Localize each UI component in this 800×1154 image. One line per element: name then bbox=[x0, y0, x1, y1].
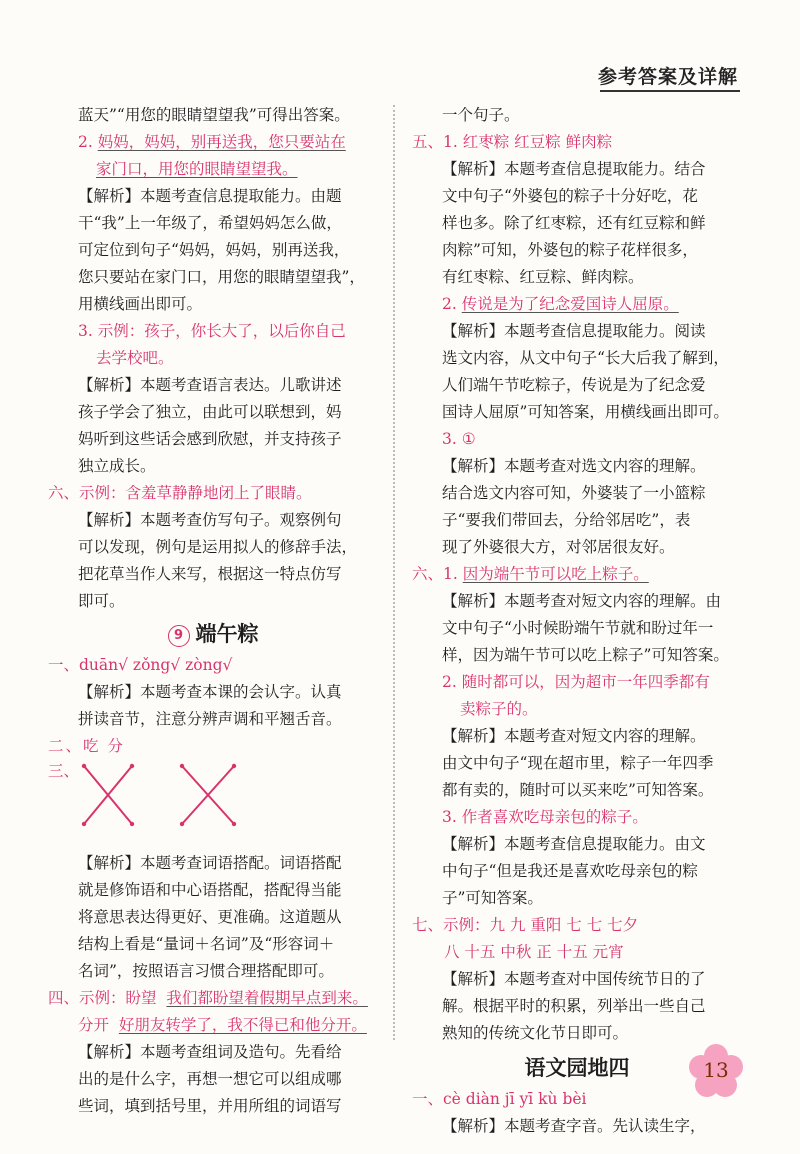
analysis-line: 子”可知答案。 bbox=[442, 889, 543, 907]
answer-6-3: 3. 作者喜欢吃母亲包的粽子。 bbox=[442, 808, 648, 826]
analysis-line: 子“要我们带回去，分给邻居吃”，表 bbox=[442, 511, 691, 529]
analysis-line: 可定位到句子“妈妈，妈妈，别再送我， bbox=[78, 241, 350, 259]
analysis-line: 【解析】本题考查信息提取能力。阅读 bbox=[442, 322, 706, 340]
analysis-line: 【解析】本题考查信息提取能力。由题 bbox=[78, 187, 342, 205]
pinyin-answer: 一、cè diàn jī yī kù bèi bbox=[412, 1090, 587, 1108]
analysis-line: 【解析】本题考查对短文内容的理解。 bbox=[442, 727, 706, 745]
analysis-line: 【解析】本题考查对选文内容的理解。 bbox=[442, 457, 706, 475]
analysis-line: 些词，填到括号里，并用所组的词语写 bbox=[78, 1097, 342, 1115]
lesson-number: 9 bbox=[168, 625, 190, 647]
right-column bbox=[412, 102, 742, 1140]
page-number: 13 bbox=[703, 1058, 729, 1082]
analysis-line: 文中句子“小时候盼端午节就和盼过年一 bbox=[442, 619, 714, 637]
header-rule bbox=[600, 90, 740, 92]
underlined-answer: 家门口，用您的眼睛望望我。 bbox=[96, 160, 298, 178]
section-six-answer: 六、示例：含羞草静静地闭上了眼睛。 bbox=[48, 484, 312, 502]
answer-5-3: 3. ① bbox=[442, 430, 476, 448]
analysis-line: 国诗人屈原”可知答案，用横线画出即可。 bbox=[442, 403, 729, 421]
analysis-line: 【解析】本题考查对短文内容的理解。由 bbox=[442, 592, 722, 610]
underlined-answer: 因为端午节可以吃上粽子。 bbox=[462, 565, 649, 583]
analysis-line: 拼读音节，注意分辨声调和平翘舌音。 bbox=[78, 710, 342, 728]
pinyin-answer: 一、duān√ zǒng√ zòng√ bbox=[48, 656, 233, 674]
analysis-line: 孩子学会了独立，由此可以联想到，妈 bbox=[78, 403, 342, 421]
analysis-line: 结合选文内容可知，外婆装了一小篮粽 bbox=[442, 484, 706, 502]
analysis-line: 即可。 bbox=[78, 592, 125, 610]
header-title: 参考答案及详解 bbox=[597, 66, 738, 88]
column-divider bbox=[393, 105, 395, 1040]
analysis-line: 【解析】本题考查语言表达。儿歌讲述 bbox=[78, 376, 342, 394]
analysis-line: 【解析】本题考查组词及造句。先看给 bbox=[78, 1043, 342, 1061]
word: 盼望 bbox=[125, 989, 157, 1007]
answer-2-cont bbox=[48, 156, 378, 183]
analysis-line: 名词”，按照语言习惯合理搭配即可。 bbox=[78, 962, 334, 980]
analysis-line: 【解析】本题考查仿写句子。观察例句 bbox=[78, 511, 342, 529]
analysis-line: 【解析】本题考查词语搭配。词语搭配 bbox=[78, 854, 342, 872]
analysis-line: 肉粽”可知，外婆包的粽子花样很多， bbox=[442, 241, 698, 259]
section-seven-answer: 七、示例：九 九 重阳 七 七 七夕 bbox=[412, 916, 639, 934]
section-four-answer-2 bbox=[48, 1012, 378, 1039]
analysis-line: 您只要站在家门口，用您的眼睛望望我”， bbox=[78, 268, 365, 286]
analysis-line: 【解析】本题考查对中国传统节日的了 bbox=[442, 970, 706, 988]
example-sentence: 我们都盼望着假期早点到来。 bbox=[166, 989, 368, 1007]
analysis-line: 【解析】本题考查本课的会认字。认真 bbox=[78, 683, 342, 701]
analysis-line: 由文中句子“现在超市里，粽子一年四季 bbox=[442, 754, 714, 772]
analysis-line: 就是修饰语和中心语搭配，搭配得当能 bbox=[78, 881, 342, 899]
analysis-line: 妈听到这些话会感到欣慰，并支持孩子 bbox=[78, 430, 342, 448]
section-three-label: 三、 bbox=[48, 762, 80, 780]
section-five-answer: 五、1. 红枣粽 红豆粽 鲜肉粽 bbox=[412, 133, 613, 151]
word: 分开 bbox=[78, 1016, 110, 1034]
analysis-line: 样，因为端午节可以吃上粽子”可知答案。 bbox=[442, 646, 729, 664]
analysis-line: 把花草当作人来写，根据这一特点仿写 bbox=[78, 565, 342, 583]
answer-number: 2. bbox=[442, 295, 457, 313]
analysis-line: 样也多。除了红枣粽，还有红豆粽和鲜 bbox=[442, 214, 706, 232]
section-four-answer bbox=[48, 985, 378, 1012]
analysis-line: 人们端午节吃粽子，传说是为了纪念爱 bbox=[442, 376, 706, 394]
analysis-line: 【解析】本题考查信息提取能力。结合 bbox=[442, 160, 706, 178]
answer-6-2: 2. 随时都可以，因为超市一年四季都有 bbox=[442, 673, 710, 691]
analysis-line: 熟知的传统文化节日即可。 bbox=[442, 1024, 629, 1042]
matching-lines bbox=[48, 760, 378, 850]
analysis-line: 选文内容，从文中句子“长大后我了解到， bbox=[442, 349, 729, 367]
analysis-line: 独立成长。 bbox=[78, 457, 156, 475]
analysis-line: 用横线画出即可。 bbox=[78, 295, 203, 313]
section-four-label: 四、示例： bbox=[48, 989, 126, 1007]
analysis-line: 有红枣粽、红豆粽、鲜肉粽。 bbox=[442, 268, 644, 286]
matching-diagram bbox=[48, 760, 378, 850]
section-two-answer: 二、吃 分 bbox=[48, 737, 125, 755]
section-seven-answer-2: 八 十五 中秋 正 十五 元宵 bbox=[444, 943, 624, 961]
analysis-line: 可以发现，例句是运用拟人的修辞手法， bbox=[78, 538, 358, 556]
section-heading: 语文园地四 bbox=[524, 1056, 630, 1080]
answer-2 bbox=[48, 129, 378, 156]
analysis-line: 【解析】本题考查信息提取能力。由文 bbox=[442, 835, 706, 853]
analysis-line: 出的是什么字，再想一想它可以组成哪 bbox=[78, 1070, 342, 1088]
answer-3: 3. 示例：孩子，你长大了，以后你自己 bbox=[78, 322, 346, 340]
left-column bbox=[48, 102, 378, 1120]
section-six-answer bbox=[412, 561, 742, 588]
analysis-line: 解。根据平时的积累，列举出一些自己 bbox=[442, 997, 706, 1015]
underlined-answer: 妈妈，妈妈，别再送我，您只要站在 bbox=[97, 133, 346, 151]
analysis-line: 现了外婆很大方，对邻居很友好。 bbox=[442, 538, 675, 556]
text-line: 一个句子。 bbox=[442, 106, 520, 124]
answer-5-2 bbox=[412, 291, 742, 318]
example-sentence: 好朋友转学了，我不得已和他分开。 bbox=[118, 1016, 367, 1034]
analysis-line: 干“我”上一年级了，希望妈妈怎么做， bbox=[78, 214, 342, 232]
answer-3-cont: 去学校吧。 bbox=[96, 349, 174, 367]
section-six-label: 六、1. bbox=[412, 565, 458, 583]
text-line: 蓝天”“用您的眼睛望望我”可得出答案。 bbox=[78, 106, 350, 124]
page-header bbox=[0, 0, 800, 92]
analysis-line: 都有卖的，随时可以买来吃”可知答案。 bbox=[442, 781, 714, 799]
analysis-line: 【解析】本题考查字音。先认读生字， bbox=[442, 1117, 706, 1135]
answer-number: 2. bbox=[78, 133, 93, 151]
analysis-line: 文中句子“外婆包的粽子十分好吃，花 bbox=[442, 187, 698, 205]
lesson-heading bbox=[48, 621, 378, 648]
underlined-answer: 传说是为了纪念爱国诗人屈原。 bbox=[461, 295, 679, 313]
answer-6-2-cont: 卖粽子的。 bbox=[460, 700, 538, 718]
analysis-line: 中句子“但是我还是喜欢吃母亲包的粽 bbox=[442, 862, 698, 880]
lesson-title: 端午粽 bbox=[195, 622, 259, 646]
analysis-line: 将意思表达得更好、更准确。这道题从 bbox=[78, 908, 342, 926]
analysis-line: 结构上看是“量词＋名词”及“形容词＋ bbox=[78, 935, 335, 953]
